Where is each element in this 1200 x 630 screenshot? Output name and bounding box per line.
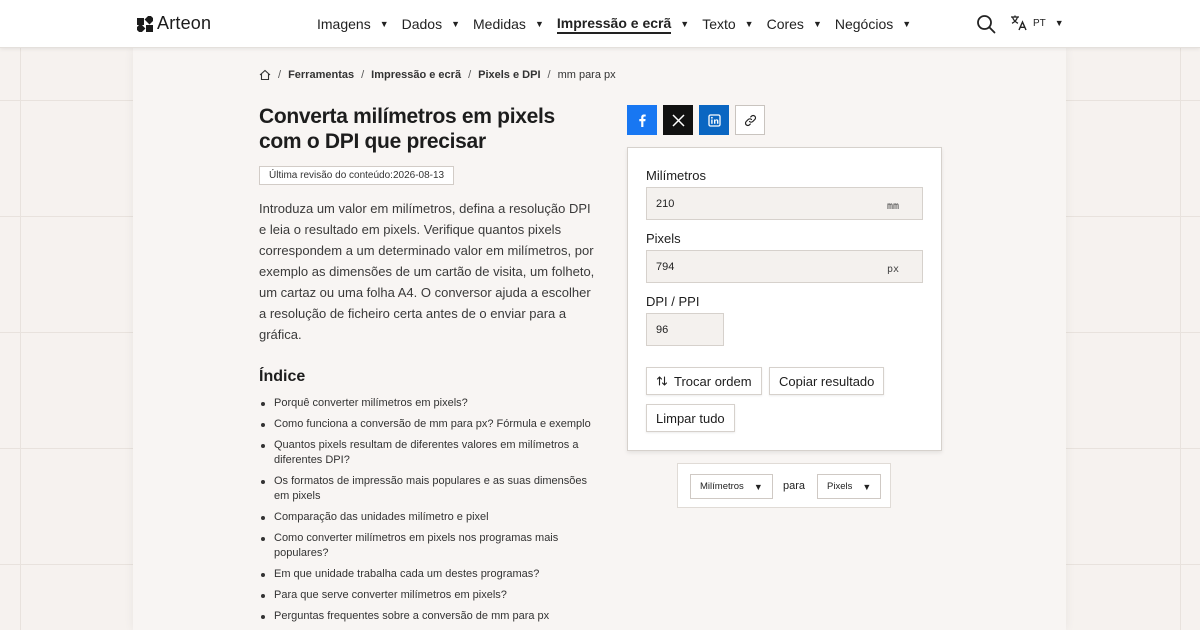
page-title: Converta milímetros em pixels com o DPI que precisar [259, 105, 555, 153]
to-unit-value: Pixels [827, 481, 853, 492]
home-icon[interactable] [259, 69, 271, 81]
breadcrumb-separator: / [547, 69, 551, 81]
language-code: PT [1033, 17, 1046, 29]
caret-down-icon: ▼ [379, 19, 389, 29]
breadcrumb [259, 69, 616, 81]
top-header [0, 0, 1200, 48]
nav-label: Dados [401, 16, 443, 32]
caret-down-icon: ▼ [534, 19, 544, 29]
copy-result-label: Copiar resultado [779, 373, 875, 389]
toc-item[interactable]: Perguntas frequentes sobre a conversão de mm para px [259, 609, 604, 624]
breadcrumb-separator: / [361, 69, 365, 81]
nav-label: Negócios [834, 16, 894, 32]
mm-field [646, 187, 923, 220]
nav-item-medidas[interactable] [473, 16, 544, 32]
nav-label: Impressão e ecrã [557, 15, 671, 34]
toc-item[interactable]: Como converter milímetros em pixels nos programas mais populares? [259, 531, 604, 561]
clear-all-label: Limpar tudo [656, 410, 725, 426]
logo-text: Arteon [157, 13, 212, 33]
breadcrumb-impressao-ecra[interactable]: Impressão e ecrã [371, 69, 462, 81]
caret-down-icon: ▼ [1054, 18, 1064, 28]
unit-connector: para [783, 480, 806, 492]
mm-label: Milímetros [646, 168, 706, 183]
nav-item-negocios[interactable] [835, 16, 911, 32]
toc-item[interactable]: Para que serve converter milímetros em pixels? [259, 588, 604, 603]
breadcrumb-pixels-dpi[interactable]: Pixels e DPI [478, 69, 541, 81]
toc-item[interactable]: Porquê converter milímetros em pixels? [259, 396, 604, 411]
toc-item[interactable]: Os formatos de impressão mais populares e as suas dimensões em pixels [259, 474, 604, 504]
px-input[interactable] [647, 251, 847, 282]
revision-label: Última revisão do conteúdo: [269, 170, 393, 181]
dpi-field [646, 313, 724, 346]
unit-selector-bar [677, 463, 891, 508]
breadcrumb-current: mm para px [557, 69, 616, 81]
language-switcher[interactable] [1010, 14, 1064, 32]
share-facebook-button[interactable] [627, 105, 657, 135]
nav-item-imagens[interactable] [317, 16, 389, 32]
share-buttons [627, 105, 771, 135]
share-x-button[interactable] [663, 105, 693, 135]
logo[interactable] [137, 13, 211, 34]
caret-down-icon: ▼ [744, 19, 754, 29]
dpi-label: DPI / PPI [646, 294, 700, 309]
breadcrumb-ferramentas[interactable]: Ferramentas [288, 69, 355, 81]
x-icon [672, 114, 685, 127]
main-nav [317, 0, 924, 48]
arteon-logo-icon [137, 16, 153, 32]
toc-item[interactable]: Como funciona a conversão de mm para px? Fórmula e exemplo [259, 417, 604, 432]
share-linkedin-button[interactable] [699, 105, 729, 135]
toc-item[interactable]: Quantos pixels resultam de diferentes valores em milímetros a diferentes DPI? [259, 438, 604, 468]
mm-unit: mm [886, 201, 899, 212]
copy-link-button[interactable] [735, 105, 765, 135]
clear-all-button[interactable] [646, 404, 735, 432]
toc-item[interactable]: Comparação das unidades milímetro e pixel [259, 510, 604, 525]
swap-arrows-icon [656, 375, 668, 387]
from-unit-select[interactable] [690, 474, 773, 499]
px-field [646, 250, 923, 283]
swap-order-label: Trocar ordem [674, 373, 752, 389]
dpi-input[interactable] [647, 314, 717, 345]
linkedin-icon [708, 114, 721, 127]
nav-item-cores[interactable] [767, 16, 822, 32]
caret-down-icon: ▼ [680, 19, 690, 29]
search-icon[interactable] [976, 14, 996, 34]
facebook-icon [636, 114, 649, 127]
copy-result-button[interactable] [769, 367, 884, 395]
converter-card [627, 147, 942, 451]
caret-down-icon: ▼ [902, 19, 912, 29]
breadcrumb-separator: / [468, 69, 472, 81]
toc-item[interactable]: Em que unidade trabalha cada um destes programas? [259, 567, 604, 582]
nav-label: Texto [702, 16, 736, 32]
table-of-contents [259, 396, 604, 630]
revision-badge [259, 166, 454, 185]
px-label: Pixels [646, 231, 681, 246]
nav-label: Imagens [317, 16, 371, 32]
translate-icon [1010, 14, 1028, 32]
caret-down-icon: ▼ [862, 481, 872, 492]
nav-label: Cores [766, 16, 804, 32]
intro-text: Introduza um valor em milímetros, defina a resolução DPI e leia o resultado em pixels. Verifique quantos pixels correspondem a um determinado valor em milímetros, por exemplo as dimensões de um cartão de visita, um folheto, um cartaz ou uma folha A4. O conversor ajuda a escolher a resolução de ficheiro certa antes de o enviar para a gráfica. [259, 201, 595, 342]
breadcrumb-separator: / [278, 69, 282, 81]
from-unit-value: Milímetros [700, 481, 744, 492]
revision-date: 2026-08-13 [392, 170, 445, 181]
nav-label: Medidas [473, 16, 526, 32]
nav-item-dados[interactable] [402, 16, 460, 32]
toc-title: Índice [259, 368, 306, 385]
caret-down-icon: ▼ [753, 481, 763, 492]
px-unit: px [886, 264, 899, 275]
to-unit-select[interactable] [817, 474, 881, 499]
mm-input[interactable] [647, 188, 847, 219]
caret-down-icon: ▼ [812, 19, 822, 29]
caret-down-icon: ▼ [451, 19, 461, 29]
link-icon [744, 114, 757, 127]
nav-item-impressao-ecra[interactable] [557, 15, 689, 34]
nav-item-texto[interactable] [702, 16, 753, 32]
swap-order-button[interactable] [646, 367, 762, 395]
